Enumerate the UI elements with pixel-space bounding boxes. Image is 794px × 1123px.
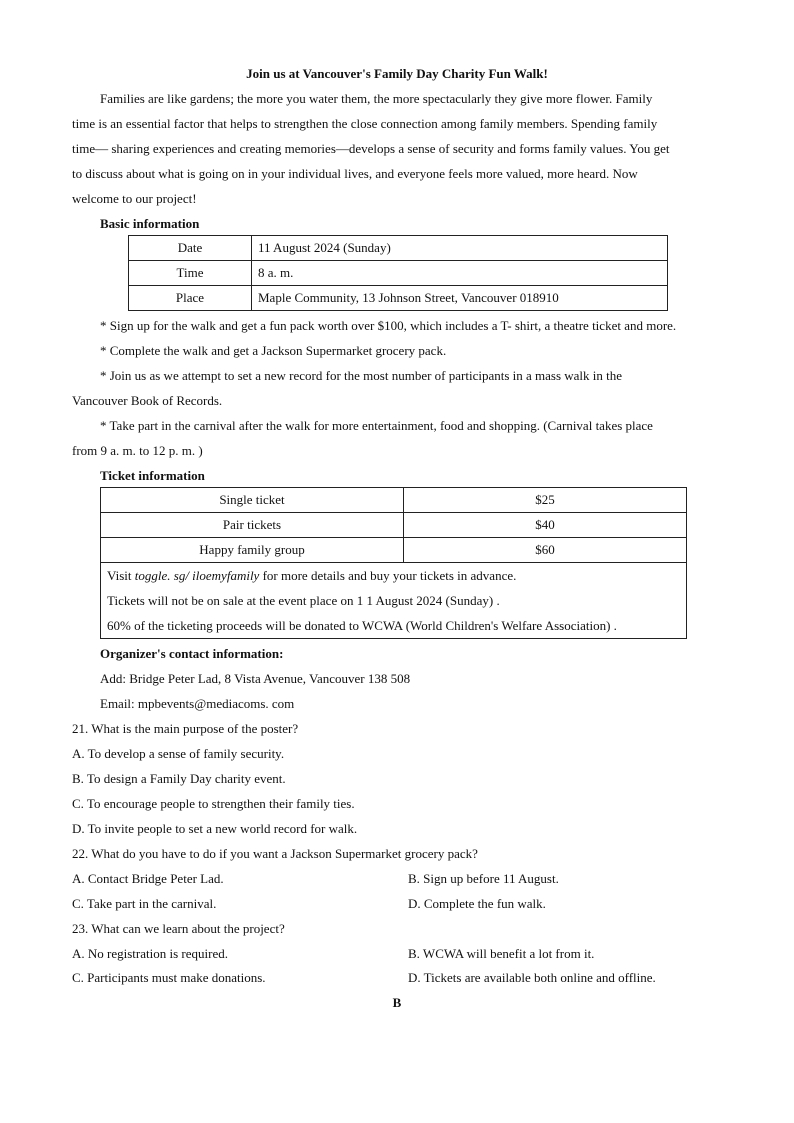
ticket-note-donation: 60% of the ticketing proceeds will be donated to WCWA (World Children's Welfare Association) . bbox=[107, 618, 617, 633]
note-line: * Join us as we attempt to set a new record for the most number of participants in a mass walk in the bbox=[100, 368, 623, 383]
table-row bbox=[129, 236, 668, 261]
note-line: * Complete the walk and get a Jackson Supermarket grocery pack. bbox=[100, 343, 447, 358]
ticket-info-table bbox=[100, 487, 687, 639]
contact-address: Add: Bridge Peter Lad, 8 Vista Avenue, Vancouver 138 508 bbox=[100, 671, 411, 686]
ticket-type: Happy family group bbox=[101, 538, 404, 563]
ticket-type: Pair tickets bbox=[101, 513, 404, 538]
basic-label-place: Place bbox=[129, 286, 252, 311]
basic-info-table bbox=[128, 235, 668, 311]
basic-value-time: 8 a. m. bbox=[252, 261, 668, 286]
basic-label-time: Time bbox=[129, 261, 252, 286]
question-stem: 22. What do you have to do if you want a Jackson Supermarket grocery pack? bbox=[72, 846, 478, 861]
question-stem: 23. What can we learn about the project? bbox=[72, 921, 285, 936]
visit-suffix: for more details and buy your tickets in advance. bbox=[259, 568, 517, 583]
option-a: A. To develop a sense of family security. bbox=[72, 746, 285, 761]
ticket-price: $25 bbox=[404, 488, 687, 513]
section-label: B bbox=[392, 995, 402, 1010]
ticket-price: $40 bbox=[404, 513, 687, 538]
option-b: B. To design a Family Day charity event. bbox=[72, 771, 286, 786]
option-d: D. To invite people to set a new world record for walk. bbox=[72, 821, 358, 836]
option-a: A. Contact Bridge Peter Lad. bbox=[72, 871, 224, 886]
table-row bbox=[101, 538, 687, 563]
table-row bbox=[101, 488, 687, 513]
contact-email: Email: mpbevents@mediacoms. com bbox=[100, 696, 295, 711]
option-a: A. No registration is required. bbox=[72, 946, 228, 961]
note-line: Vancouver Book of Records. bbox=[72, 393, 223, 408]
option-d: D. Complete the fun walk. bbox=[408, 896, 546, 911]
ticket-type: Single ticket bbox=[101, 488, 404, 513]
option-b: B. WCWA will benefit a lot from it. bbox=[408, 946, 595, 961]
intro-line: time is an essential factor that helps to strengthen the close connection among family members. Spending family bbox=[72, 116, 658, 131]
note-line: * Sign up for the walk and get a fun pack worth over $100, which includes a T- shirt, a theatre ticket and more. bbox=[100, 318, 677, 333]
ticket-url-link[interactable]: toggle. sg/ iloemyfamily bbox=[134, 568, 260, 583]
basic-info-heading: Basic information bbox=[100, 216, 200, 231]
visit-prefix: Visit bbox=[107, 568, 135, 583]
question-stem: 21. What is the main purpose of the poster? bbox=[72, 721, 299, 736]
table-row bbox=[101, 513, 687, 538]
table-row bbox=[129, 286, 668, 311]
ticket-notes bbox=[101, 563, 687, 639]
intro-line: time— sharing experiences and creating memories—develops a sense of security and forms family values. You get bbox=[72, 141, 670, 156]
intro-line: Families are like gardens; the more you water them, the more spectacularly they give more flower. Family bbox=[100, 91, 653, 106]
note-line: from 9 a. m. to 12 p. m. ) bbox=[72, 443, 203, 458]
table-row bbox=[129, 261, 668, 286]
option-c: C. To encourage people to strengthen their family ties. bbox=[72, 796, 355, 811]
option-d: D. Tickets are available both online and offline. bbox=[408, 970, 656, 985]
basic-value-date: 11 August 2024 (Sunday) bbox=[252, 236, 668, 261]
contact-heading: Organizer's contact information: bbox=[100, 646, 284, 661]
intro-line: welcome to our project! bbox=[72, 191, 197, 206]
ticket-info-heading: Ticket information bbox=[100, 468, 205, 483]
note-line: * Take part in the carnival after the walk for more entertainment, food and shopping. (Carnival takes place bbox=[100, 418, 653, 433]
ticket-note-sale: Tickets will not be on sale at the event place on 1 1 August 2024 (Sunday) . bbox=[107, 593, 500, 608]
intro-line: to discuss about what is going on in your individual lives, and everyone feels more valued, more heard. Now bbox=[72, 166, 638, 181]
ticket-notes-row bbox=[101, 563, 687, 639]
ticket-note-visit bbox=[101, 563, 686, 588]
basic-value-place: Maple Community, 13 Johnson Street, Vancouver 018910 bbox=[252, 286, 668, 311]
option-b: B. Sign up before 11 August. bbox=[408, 871, 559, 886]
ticket-price: $60 bbox=[404, 538, 687, 563]
basic-label-date: Date bbox=[129, 236, 252, 261]
option-c: C. Participants must make donations. bbox=[72, 970, 266, 985]
option-c: C. Take part in the carnival. bbox=[72, 896, 217, 911]
page-title: Join us at Vancouver's Family Day Charity Fun Walk! bbox=[246, 66, 548, 81]
